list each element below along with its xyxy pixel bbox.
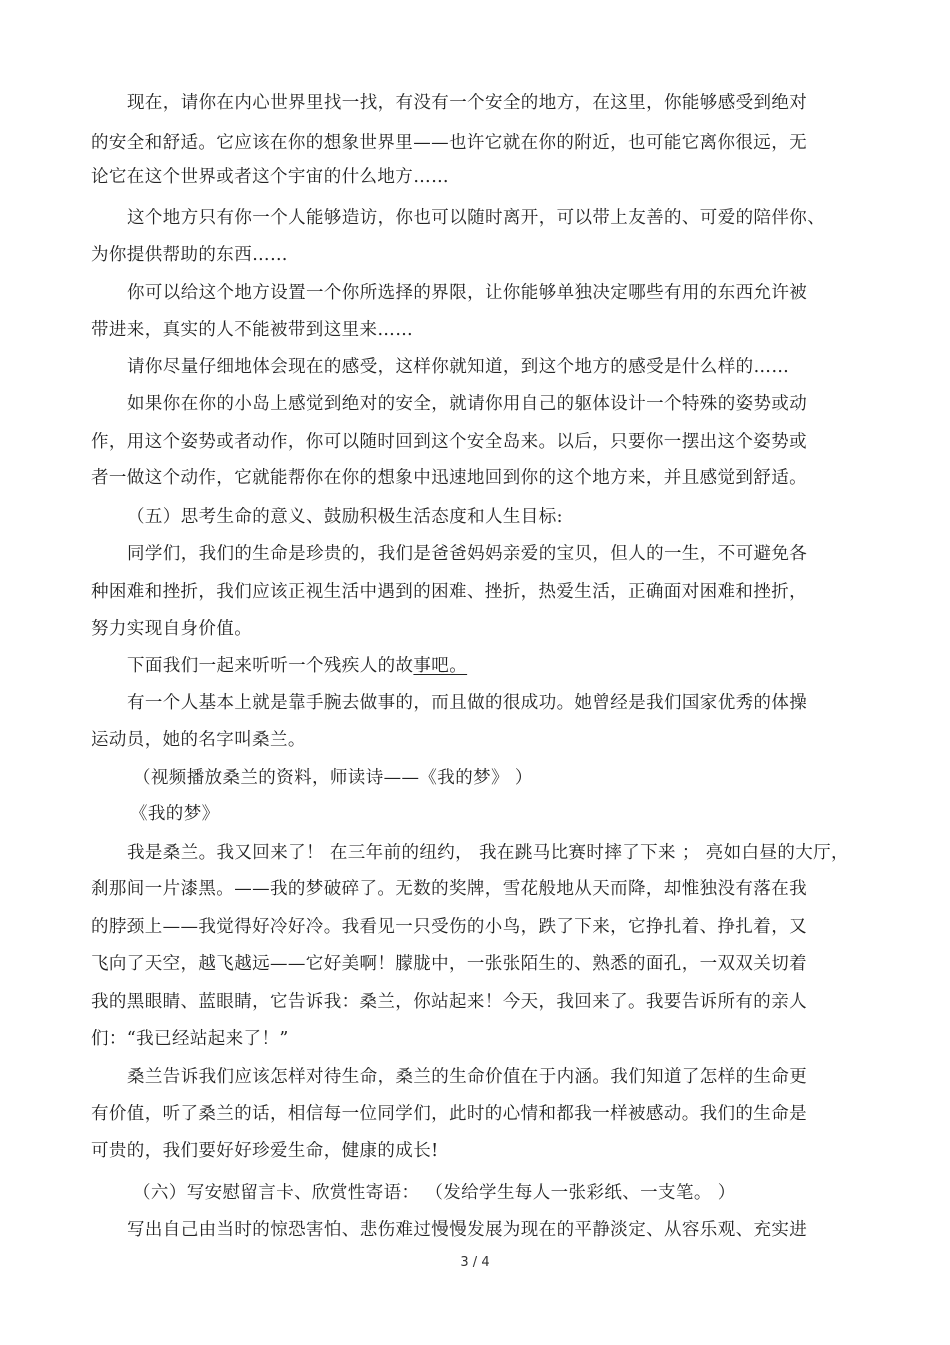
underlined-text: 事吧。 (413, 656, 468, 676)
paragraph-line: 请你尽量仔细地体会现在的感受，这样你就知道，到这个地方的感受是什么样的…… (127, 357, 790, 377)
paragraph-line: 桑兰告诉我们应该怎样对待生命，桑兰的生命价值在于内涵。我们知道了怎样的生命更 (127, 1067, 808, 1087)
poem-line: 飞向了天空，越飞越远——它好美啊！朦胧中，一张张陌生的、熟悉的面孔，一双双关切着 (91, 954, 807, 974)
paragraph-line: 现在，请你在内心世界里找一找，有没有一个安全的地方，在这里，你能够感受到绝对 (127, 93, 808, 113)
paragraph-line: 写出自己由当时的惊恐害怕、悲伤难过慢慢发展为现在的平静淡定、从容乐观、充实进 (127, 1220, 808, 1240)
paragraph-line: 运动员，她的名字叫桑兰。 (91, 730, 306, 750)
paragraph-line: 有一个人基本上就是靠手腕去做事的，而且做的很成功。她曾经是我们国家优秀的体操 (127, 693, 808, 713)
paragraph-line: 为你提供帮助的东西…… (91, 245, 288, 265)
poem-line: 们：“我已经站起来了！” (91, 1029, 289, 1049)
paragraph-line: 如果你在你的小岛上感觉到绝对的安全，就请你用自己的躯体设计一个特殊的姿势或动 (127, 394, 808, 414)
paragraph-line: 努力实现自身价值。 (91, 619, 253, 639)
paragraph-line: 的安全和舒适。它应该在你的想象世界里——也许它就在你的附近，也可能它离你很远，无 (91, 133, 807, 153)
paragraph-line: 种困难和挫折，我们应该正视生活中遇到的困难、挫折，热爱生活，正确面对困难和挫折， (91, 582, 807, 602)
poem-line: 我是桑兰。我又回来了！ 在三年前的纽约， 我在跳马比赛时摔了下来 ； 亮如白昼的大厅， (127, 843, 849, 863)
paragraph-line: 可贵的，我们要好好珍爱生命，健康的成长! (91, 1141, 439, 1161)
paragraph-line: 作，用这个姿势或者动作，你可以随时回到这个安全岛来。以后，只要你一摆出这个姿势或 (91, 432, 807, 452)
section-heading: （五）思考生命的意义、鼓励积极生活态度和人生目标: (127, 507, 563, 527)
paragraph-line: 论它在这个世界或者这个宇宙的什么地方…… (91, 167, 449, 187)
paragraph-line: 者一做这个动作，它就能帮你在你的想象中迅速地回到你的这个地方来，并且感觉到舒适。 (91, 468, 807, 488)
page-number: 3 / 4 (460, 1255, 490, 1270)
poem-title: 《我的梦》 (130, 804, 220, 824)
paragraph-text: 下面我们一起来听听一个残疾人的故 (127, 656, 414, 676)
stage-direction: （视频播放桑兰的资料，师读诗——《我的梦》 ） (133, 768, 533, 788)
paragraph-line (127, 654, 467, 678)
paragraph-line: 有价值，听了桑兰的话，相信每一位同学们，此时的心情和都我一样被感动。我们的生命是 (91, 1104, 807, 1124)
paragraph-line: 带进来，真实的人不能被带到这里来…… (91, 320, 414, 340)
paragraph-line: 这个地方只有你一个人能够造访，你也可以随时离开，可以带上友善的、可爱的陪伴你、 (127, 208, 826, 228)
poem-line: 的脖颈上——我觉得好冷好冷。我看见一只受伤的小鸟，跌了下来，它挣扎着、挣扎着，又 (91, 917, 807, 937)
paragraph-line: 你可以给这个地方设置一个你所选择的界限，让你能够单独决定哪些有用的东西允许被 (127, 283, 808, 303)
poem-line: 刹那间一片漆黑。——我的梦破碎了。无数的奖牌，雪花般地从天而降，却惟独没有落在我 (91, 879, 807, 899)
poem-line: 我的黑眼睛、蓝眼睛，它告诉我：桑兰，你站起来！今天，我回来了。我要告诉所有的亲人 (91, 992, 807, 1012)
paragraph-line: 同学们，我们的生命是珍贵的，我们是爸爸妈妈亲爱的宝贝，但人的一生，不可避免各 (127, 544, 808, 564)
section-heading: （六）写安慰留言卡、欣赏性寄语： （发给学生每人一张彩纸、一支笔。 ） (133, 1183, 736, 1203)
